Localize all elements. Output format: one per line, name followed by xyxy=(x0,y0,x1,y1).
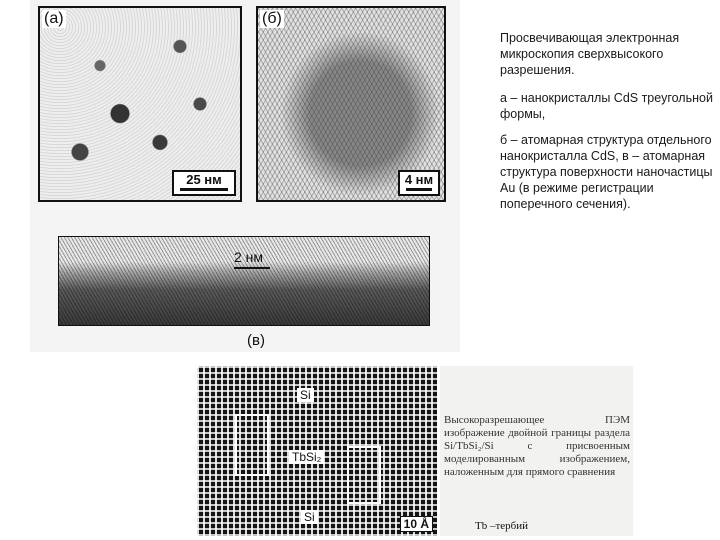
scale-bar-a-text: 25 нм xyxy=(186,172,222,187)
lattice-caption-text: Высокоразрешающее ПЭМ изображение двойной границы раздела Si/TbSi₂/Si с присвоенным моделированным изображением, наложенным для прямого сравнения xyxy=(444,414,630,478)
panel-c-label: (в) xyxy=(247,332,265,349)
lattice-image xyxy=(197,366,437,536)
label-si-top: Si xyxy=(297,388,314,402)
scale-bar-c xyxy=(234,267,270,269)
caption-item-b: б – атомарная структура отдельного нанокристалла CdS, в – атомарная структура поверхности наночастицы Au (в режиме регистрации поперечного сечения). xyxy=(500,133,713,211)
model-box-right xyxy=(347,446,381,504)
model-box-left xyxy=(235,414,269,476)
terbium-note: Tb –тербий xyxy=(475,520,529,532)
caption-item-a: а – нанокристаллы CdS треугольной формы, xyxy=(500,91,713,121)
lattice-caption-panel xyxy=(440,366,633,536)
scale-bar-b xyxy=(398,170,440,196)
label-si-bottom: Si xyxy=(301,510,318,524)
scale-bar-a xyxy=(172,170,236,196)
lattice-scale-text: 10 Å xyxy=(403,517,429,531)
scale-bar-b-text: 4 нм xyxy=(404,172,434,187)
lattice-scale-bar xyxy=(400,516,433,532)
scale-bar-c-text: 2 нм xyxy=(234,249,264,265)
label-tbsi2: TbSi₂ xyxy=(289,450,324,464)
caption-title: Просвечивающая электронная микроскопия сверхвысокого разрешения. xyxy=(500,31,680,77)
micrograph-panel-b xyxy=(256,6,446,202)
micrograph-panel-a xyxy=(38,6,242,202)
panel-b-label: (б) xyxy=(262,10,282,27)
micrograph-panel-c xyxy=(58,236,430,326)
caption-block xyxy=(500,30,715,212)
panel-a-label: (а) xyxy=(44,10,64,27)
